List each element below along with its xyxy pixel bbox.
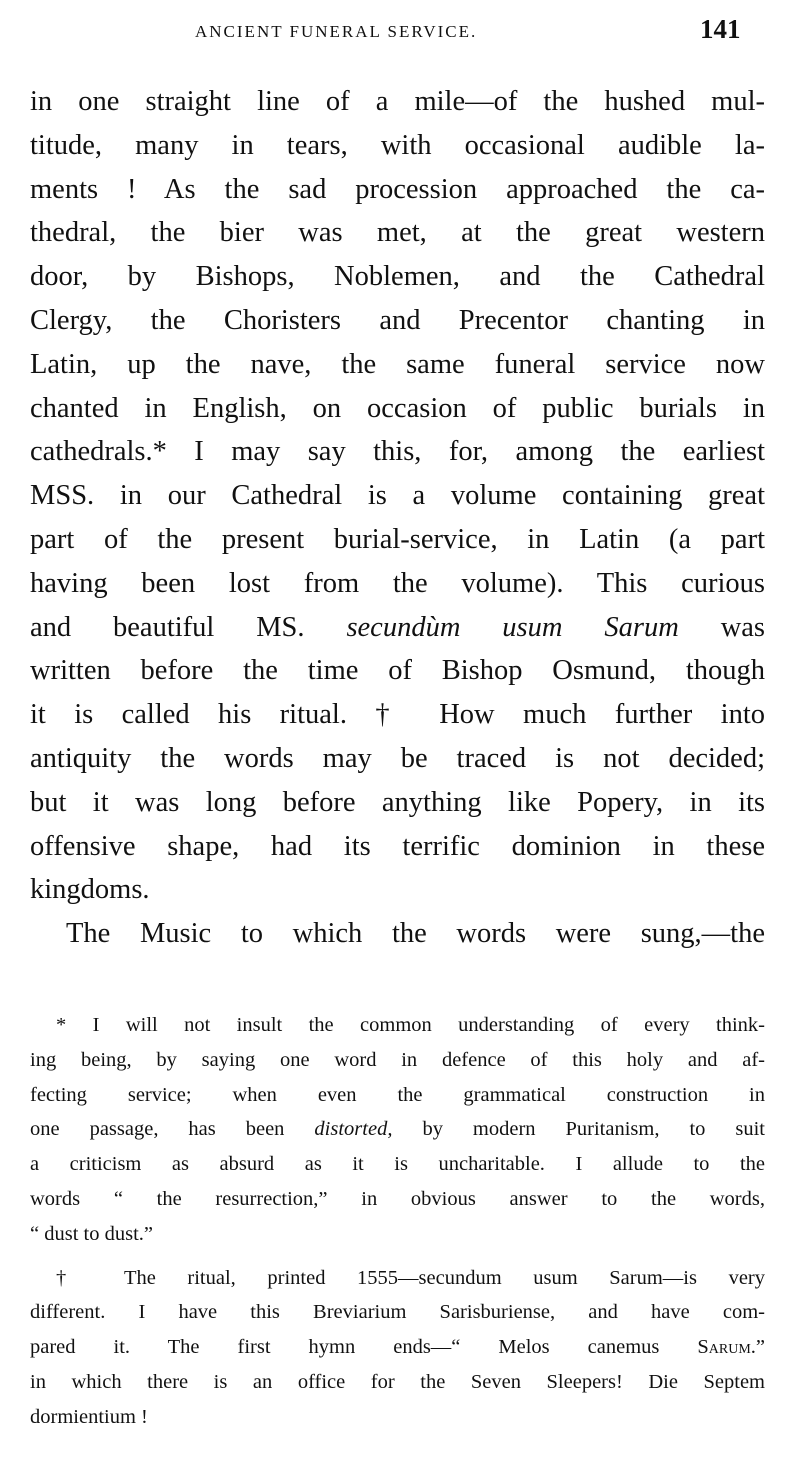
footnotes: [30, 1008, 765, 1435]
text-line: “ dust to dust.”: [30, 1222, 153, 1245]
text-line: kingdoms.: [30, 874, 150, 906]
italic-text: secundùm usum Sarum: [346, 611, 679, 643]
text-segment: and beautiful MS.: [30, 611, 305, 643]
text-line: it is called his ritual. † How much further into: [30, 699, 765, 731]
text-line: fecting service; when even the grammatical construction in: [30, 1083, 765, 1106]
page-header: [0, 14, 800, 48]
body-text: [30, 80, 765, 956]
text-line: dormientium !: [30, 1405, 148, 1428]
text-segment: by modern Puritanism, to suit: [422, 1118, 765, 1141]
text-line: in which there is an office for the Seven Sleepers! Die Septem: [30, 1370, 765, 1393]
text-line: † The ritual, printed 1555—secundum usum Sarum—is very: [56, 1266, 765, 1289]
text-line: thedral, the bier was met, at the great western: [30, 217, 765, 249]
text-line: having been lost from the volume). This curious: [30, 567, 765, 599]
text-line: cathedrals.* I may say this, for, among the earliest: [30, 436, 765, 468]
text-line: chanted in English, on occasion of public burials in: [30, 392, 765, 424]
text-line: The Music to which the words were sung,—the: [66, 918, 765, 950]
text-line: door, by Bishops, Noblemen, and the Cathedral: [30, 261, 765, 293]
text-line: written before the time of Bishop Osmund, though: [30, 655, 765, 687]
text-line: Latin, up the nave, the same funeral service now: [30, 348, 765, 380]
text-line: in one straight line of a mile—of the hushed mul-: [30, 86, 765, 117]
text-line: [30, 606, 765, 650]
small-caps-text: Sarum.”: [697, 1336, 766, 1359]
text-segment: one passage, has been: [30, 1118, 285, 1141]
italic-text: distorted,: [314, 1118, 393, 1141]
text-segment: pared it. The first hymn ends—“ Melos canemus: [30, 1336, 660, 1359]
text-line: antiquity the words may be traced is not decided;: [30, 742, 765, 774]
text-line: [30, 1330, 765, 1365]
text-line: ing being, by saying one word in defence of this holy and af-: [30, 1048, 765, 1071]
page-number: 141: [700, 14, 741, 44]
text-line: different. I have this Breviarium Sarisburiense, and have com-: [30, 1301, 765, 1324]
text-line: a criticism as absurd as it is uncharitable. I allude to the: [30, 1153, 765, 1176]
footnote: [30, 1261, 765, 1435]
text-line: ments ! As the sad procession approached the ca-: [30, 173, 765, 205]
text-line: but it was long before anything like Popery, in its: [30, 786, 765, 818]
text-segment: was: [720, 611, 766, 643]
text-line: Clergy, the Choristers and Precentor chanting in: [30, 304, 765, 336]
footnote: [30, 1008, 765, 1252]
text-line: offensive shape, had its terrific dominion in these: [30, 830, 765, 862]
text-line: * I will not insult the common understanding of every think-: [56, 1014, 765, 1036]
text-line: part of the present burial-service, in Latin (a part: [30, 523, 765, 555]
running-title: ANCIENT FUNERAL SERVICE.: [195, 22, 478, 41]
text-line: words “ the resurrection,” in obvious answer to the words,: [30, 1187, 765, 1210]
text-line: [30, 1112, 765, 1147]
text-line: MSS. in our Cathedral is a volume containing great: [30, 480, 765, 512]
text-line: titude, many in tears, with occasional audible la-: [30, 129, 765, 161]
